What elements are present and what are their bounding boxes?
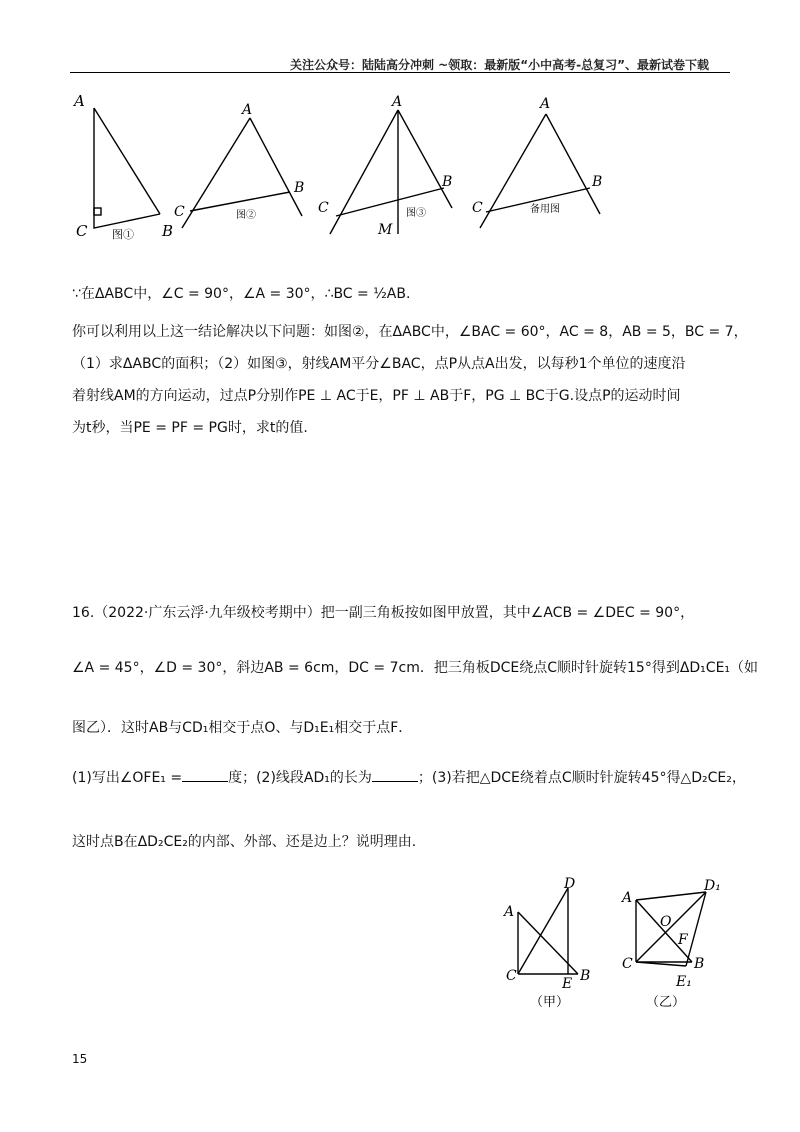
yi-label-o: O <box>660 914 672 930</box>
yi-label-b: B <box>694 956 705 972</box>
answer-blank-1 <box>182 769 228 782</box>
figure-3 <box>330 110 452 234</box>
fig3-caption: 图③ <box>406 208 426 219</box>
fig3-label-m: M <box>378 222 393 238</box>
figure-1 <box>94 108 160 228</box>
jia-label-e: E <box>562 976 573 992</box>
fig4-label-a: A <box>540 96 551 112</box>
jia-label-a: A <box>504 904 515 920</box>
fig1-label-c: C <box>76 222 88 240</box>
fig2-label-c: C <box>174 204 185 220</box>
page-number: 15 <box>72 1052 88 1066</box>
header-rule <box>70 72 730 73</box>
jia-caption: （甲） <box>530 995 570 1010</box>
jia-label-d: D <box>564 876 576 892</box>
q16-line-2: ∠A = 45°，∠D = 30°，斜边AB = 6cm，DC = 7cm．把三角板DCE绕点C顺时针旋转15°得到ΔD₁CE₁（如 <box>72 660 759 676</box>
figures-bottom <box>500 870 740 1020</box>
yi-caption: （乙） <box>646 995 686 1010</box>
figure-jia <box>518 888 578 974</box>
figures-top <box>60 88 620 248</box>
yi-label-d1: D₁ <box>704 878 721 894</box>
page-header: 关注公众号：陆陆高分冲刺 ~领取：最新版“小中高考-总复习”、最新试卷下载 <box>290 58 709 72</box>
jia-label-b: B <box>580 968 591 984</box>
q16-line-4 <box>72 768 746 788</box>
q16-line-5: 这时点B在ΔD₂CE₂的内部、外部、还是边上？说明理由. <box>72 834 417 850</box>
q16-part-1: (1)写出∠OFE₁ = <box>72 770 183 786</box>
answer-blank-2 <box>372 769 418 782</box>
q16-line-1: 16.（2022·广东云浮·九年级校考期中）把一副三角板按如图甲放置，其中∠ACB = ∠DEC = 90°， <box>72 605 695 621</box>
q15-line-1: ∵在ΔABC中，∠C = 90°，∠A = 30°，∴BC = ½AB. <box>72 286 411 302</box>
yi-label-c: C <box>622 956 633 972</box>
fig2-label-b: B <box>294 180 305 196</box>
q16-part-2: 度；(2)线段AD₁的长为 <box>228 770 372 786</box>
yi-label-a: A <box>622 890 633 906</box>
fig3-label-a: A <box>392 94 403 110</box>
q15-line-3: （1）求ΔABC的面积；（2）如图③，射线AM平分∠BAC，点P从点A出发，以每秒1个单位的速度沿 <box>72 356 686 372</box>
fig4-label-b: B <box>592 174 603 190</box>
fig1-caption: 图① <box>112 228 134 241</box>
q15-line-5: 为t秒，当PE = PF = PG时，求t的值. <box>72 420 308 436</box>
yi-label-e1: E₁ <box>676 974 692 990</box>
q15-line-4: 着射线AM的方向运动，过点P分别作PE ⊥ AC于E，PF ⊥ AB于F，PG ⊥ BC于G.设点P的运动时间 <box>72 388 681 404</box>
fig1-label-a: A <box>74 92 85 110</box>
fig2-caption: 图② <box>236 210 256 221</box>
fig1-label-b: B <box>162 222 174 240</box>
q15-line-2: 你可以利用以上这一结论解决以下问题：如图②，在ΔABC中，∠BAC = 60°，AC = 8，AB = 5，BC = 7， <box>72 324 748 340</box>
jia-label-c: C <box>506 968 517 984</box>
fig3-label-c: C <box>318 200 329 216</box>
fig2-label-a: A <box>242 102 253 118</box>
fig4-caption: 备用图 <box>530 204 560 215</box>
yi-label-f: F <box>678 932 688 948</box>
q16-part-3: ；(3)若把△DCE绕着点C顺时针旋转45°得△D₂CE₂， <box>417 770 746 786</box>
fig4-label-c: C <box>472 200 483 216</box>
q16-line-3: 图乙）．这时AB与CD₁相交于点O、与D₁E₁相交于点F． <box>72 720 413 736</box>
fig3-label-b: B <box>442 174 453 190</box>
